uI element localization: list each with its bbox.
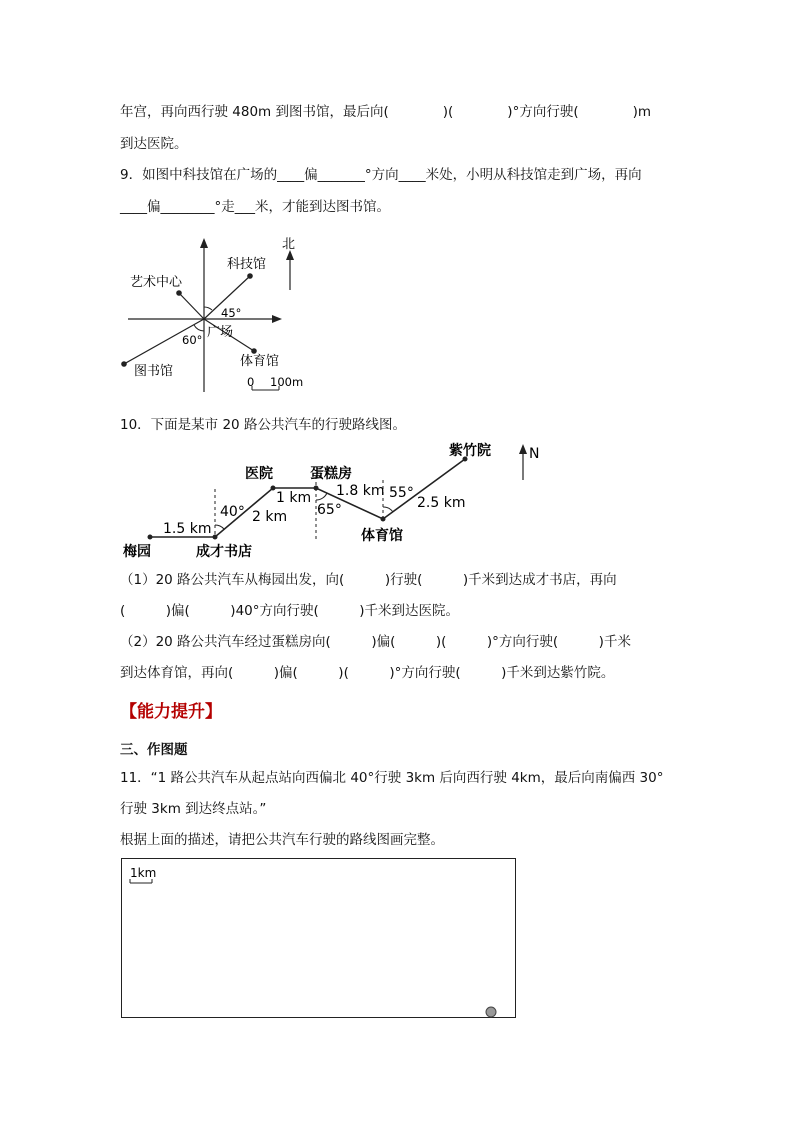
- q10-sub2-line2: 到达体育馆，再向( )偏( )( )°方向行驶( )千米到达紫竹院。: [120, 665, 615, 681]
- q10-dangao: 蛋糕房: [310, 466, 352, 482]
- q10-a1: 40°: [220, 504, 245, 520]
- q10-chengcai: 成才书店: [196, 544, 252, 560]
- q10-north: N: [529, 446, 540, 462]
- q11-line3: 根据上面的描述，请把公共汽车行驶的路线图画完整。: [120, 832, 444, 848]
- q10-zizhu: 紫竹院: [449, 443, 491, 459]
- q10-d5: 2.5 km: [417, 495, 466, 511]
- q8-line1: 年宫，再向西行驶 480m 到图书馆，最后向( )( )°方向行驶( )m: [120, 104, 652, 120]
- q10-sub1-line1: （1）20 路公共汽车从梅园出发，向( )行驶( )千米到达成才书店，再向: [120, 572, 617, 588]
- q10-yiyuan: 医院: [245, 466, 273, 482]
- q10-a2: 65°: [317, 502, 342, 518]
- q10-meiyuan: 梅园: [123, 544, 151, 560]
- q9-line2: ____偏________°走___米，才能到达图书馆。: [120, 199, 390, 215]
- q11-scale-label: 1km: [130, 866, 157, 880]
- q9-guangchang-label: 广场: [207, 325, 234, 340]
- q9-angle45: 45°: [221, 306, 242, 320]
- q8-line2: 到达医院。: [120, 136, 188, 152]
- q9-line1: 9．如图中科技馆在广场的____偏_______°方向____米处，小明从科技馆走到广场，再向: [120, 167, 642, 183]
- q10-a3: 55°: [389, 485, 414, 501]
- q11-line1: 11．“1 路公共汽车从起点站向西偏北 40°行驶 3km 后向西行驶 4km，最后向南偏西 30°: [120, 770, 664, 786]
- q11-line2: 行驶 3km 到达终点站。”: [120, 801, 267, 817]
- q10-title: 10．下面是某市 20 路公共汽车的行驶路线图。: [120, 417, 406, 433]
- q10-tiyu: 体育馆: [361, 528, 403, 544]
- section-title: 三、作图题: [120, 742, 188, 758]
- q9-keji-label: 科技馆: [227, 257, 267, 272]
- q9-yishu-label: 艺术中心: [130, 275, 183, 290]
- q9-tushu-label: 图书馆: [134, 364, 174, 379]
- q10-d3: 1 km: [276, 490, 312, 506]
- q9-tiyu-label: 体育馆: [240, 354, 280, 369]
- q10-d2: 2 km: [252, 509, 288, 525]
- q9-scale-0: 0: [247, 375, 255, 389]
- q10-d4: 1.8 km: [336, 483, 385, 499]
- q10-sub2-line1: （2）20 路公共汽车经过蛋糕房向( )偏( )( )°方向行驶( )千米: [120, 634, 631, 650]
- q9-angle60: 60°: [182, 333, 203, 347]
- q9-scale-100: 100m: [270, 375, 304, 389]
- start-station-point: [486, 1007, 496, 1017]
- q10-d1: 1.5 km: [163, 521, 212, 537]
- q9-north-label: 北: [282, 237, 296, 252]
- q10-sub1-line2: ( )偏( )40°方向行驶( )千米到达医院。: [120, 603, 460, 619]
- ability-heading: 【能力提升】: [120, 702, 222, 722]
